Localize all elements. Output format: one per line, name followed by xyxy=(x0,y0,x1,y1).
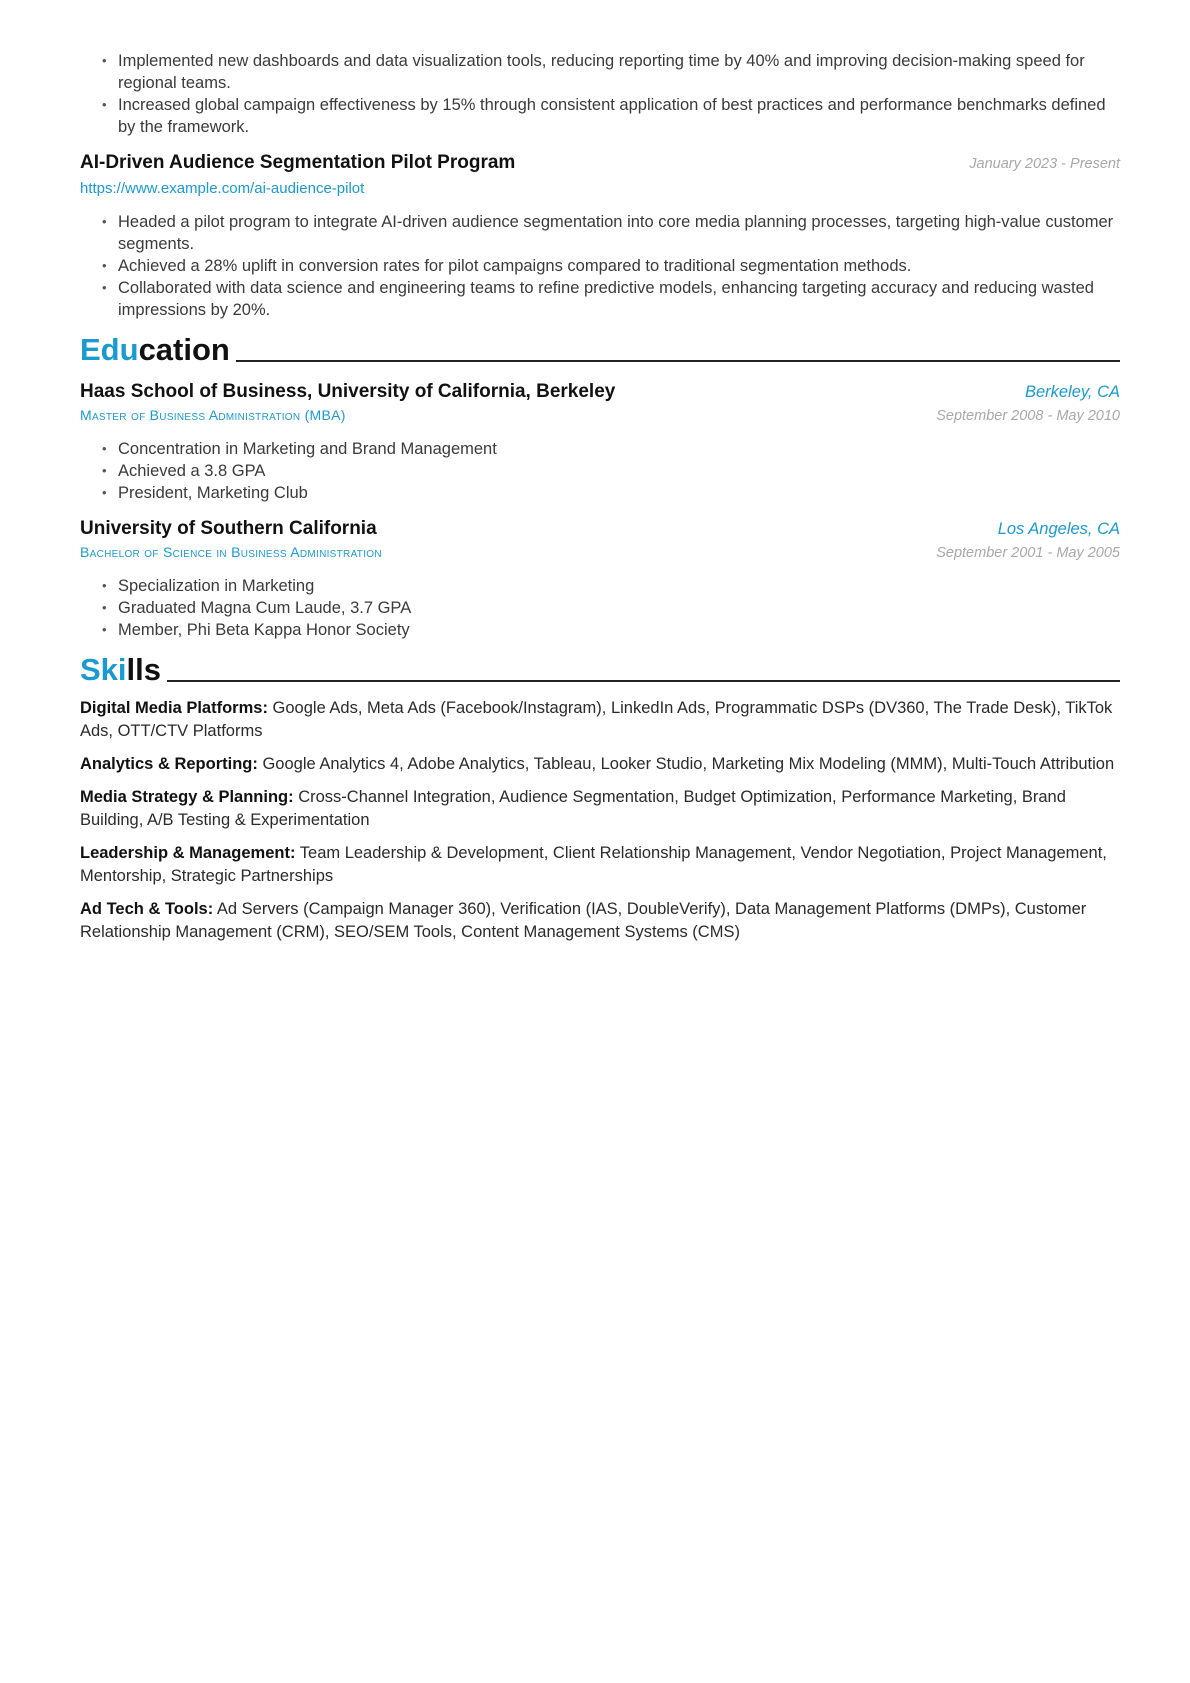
degree-name: Master of Business Administration (MBA) xyxy=(80,407,346,423)
skill-text: Google Ads, Meta Ads (Facebook/Instagram), LinkedIn Ads, Programmatic DSPs (DV360, The Trade Desk), TikTok Ads, OTT/CTV Platforms xyxy=(80,699,1113,740)
school-location: Berkeley, CA xyxy=(1024,383,1120,401)
section-divider xyxy=(236,360,1120,362)
skill-text: Ad Servers (Campaign Manager 360), Verification (IAS, DoubleVerify), Data Management Platforms (DMPs), Customer Relationship Management (CRM), SEO/SEM Tools, Content Management Systems (CMS) xyxy=(80,900,1087,941)
skill-label: Leadership & Management: xyxy=(80,844,296,862)
project-date: January 2023 - Present xyxy=(969,156,1120,172)
education-dates: September 2001 - May 2005 xyxy=(936,545,1120,561)
project-link[interactable]: https://www.example.com/ai-audience-pilot xyxy=(80,180,365,197)
list-item: • Graduated Magna Cum Laude, 3.7 GPA xyxy=(118,597,1120,619)
skills-list xyxy=(80,697,1120,944)
skill-text: Google Analytics 4, Adobe Analytics, Tableau, Looker Studio, Marketing Mix Modeling (MMM), Multi-Touch Attribution xyxy=(262,755,1115,773)
skill-row xyxy=(80,697,1120,743)
education-title xyxy=(80,333,230,367)
school-name: Haas School of Business, University of California, Berkeley xyxy=(80,381,616,402)
skill-label: Digital Media Platforms: xyxy=(80,699,268,717)
education-title-accent: Edu xyxy=(80,332,139,367)
list-item: • Concentration in Marketing and Brand Management xyxy=(118,438,1120,460)
list-item: • Implemented new dashboards and data visualization tools, reducing reporting time by 40% and improving decision-making speed for regional teams. xyxy=(118,50,1120,94)
education-section-header xyxy=(80,333,1120,367)
skills-title-accent: Ski xyxy=(80,652,127,687)
project-title: AI-Driven Audience Segmentation Pilot Program xyxy=(80,152,516,173)
education-bullets xyxy=(80,438,1120,504)
education-entry xyxy=(80,518,1120,641)
skill-row xyxy=(80,786,1120,832)
list-item: • Headed a pilot program to integrate AI-driven audience segmentation into core media planning processes, targeting high-value customer segments. xyxy=(118,211,1120,255)
skill-row xyxy=(80,842,1120,888)
school-location: Los Angeles, CA xyxy=(997,520,1120,538)
skills-title xyxy=(80,653,161,687)
skill-text: Cross-Channel Integration, Audience Segmentation, Budget Optimization, Performance Marketing, Brand Building, A/B Testing & Experimentation xyxy=(80,788,1066,829)
education-dates: September 2008 - May 2010 xyxy=(936,408,1120,424)
project-bullets xyxy=(80,211,1120,321)
list-item: • Collaborated with data science and engineering teams to refine predictive models, enhancing targeting accuracy and reducing wasted impressions by 20%. xyxy=(118,277,1120,321)
skills-section-header xyxy=(80,653,1120,687)
list-item: • Achieved a 3.8 GPA xyxy=(118,460,1120,482)
list-item: • Specialization in Marketing xyxy=(118,575,1120,597)
list-item: • Achieved a 28% uplift in conversion rates for pilot campaigns compared to traditional segmentation methods. xyxy=(118,255,1120,277)
education-bullets xyxy=(80,575,1120,641)
skill-text: Team Leadership & Development, Client Relationship Management, Vendor Negotiation, Project Management, Mentorship, Strategic Partnerships xyxy=(80,844,1107,885)
skill-label: Ad Tech & Tools: xyxy=(80,900,214,918)
previous-role-bullets xyxy=(80,50,1120,138)
list-item: • President, Marketing Club xyxy=(118,482,1120,504)
section-divider xyxy=(167,680,1120,682)
project-entry xyxy=(80,152,1120,321)
list-item: • Increased global campaign effectiveness by 15% through consistent application of best practices and performance benchmarks defined by the framework. xyxy=(118,94,1120,138)
skill-row xyxy=(80,898,1120,944)
school-name: University of Southern California xyxy=(80,518,377,539)
education-entry xyxy=(80,381,1120,504)
degree-name: Bachelor of Science in Business Administration xyxy=(80,544,382,560)
resume-page xyxy=(80,50,1120,944)
skill-label: Analytics & Reporting: xyxy=(80,755,258,773)
skill-row xyxy=(80,753,1120,776)
list-item: • Member, Phi Beta Kappa Honor Society xyxy=(118,619,1120,641)
skill-label: Media Strategy & Planning: xyxy=(80,788,294,806)
education-title-rest: cation xyxy=(138,332,230,367)
skills-title-rest: lls xyxy=(126,652,161,687)
